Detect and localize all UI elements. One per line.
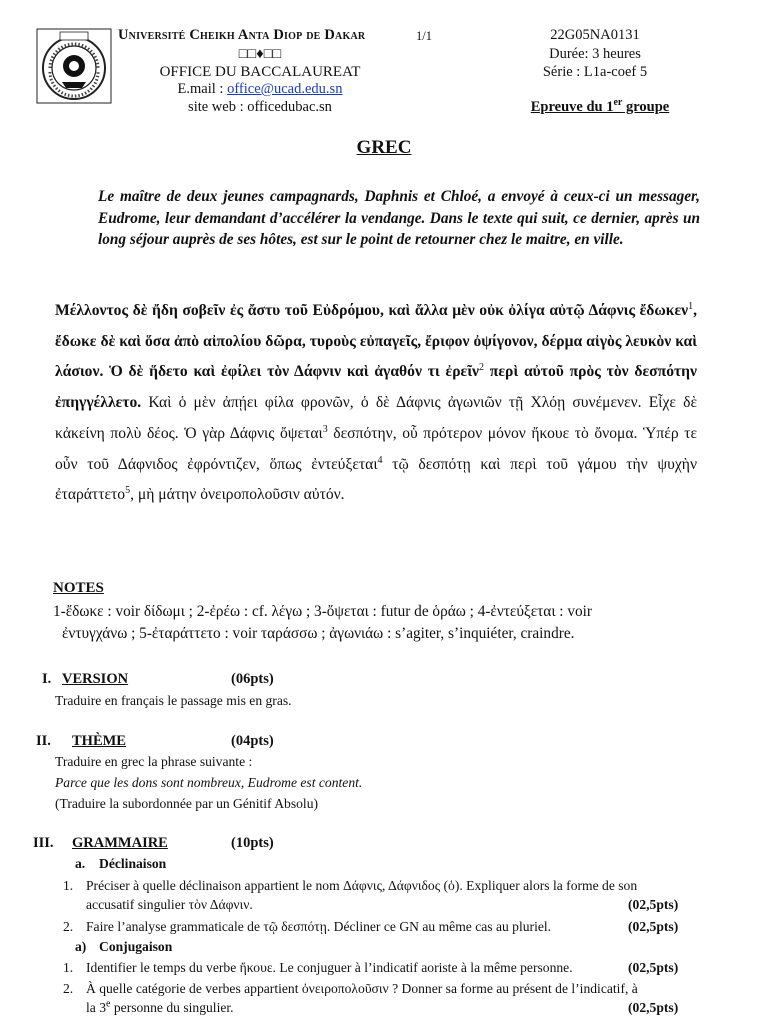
email-link[interactable]: office@ucad.edu.sn	[227, 81, 343, 97]
subsection-conjugaison: Conjugaison	[99, 939, 173, 954]
section-version-title: VERSION	[62, 671, 129, 687]
page-number: 1/1	[416, 29, 432, 43]
question-1-line-1: Préciser à quelle déclinaison appartient le nom Δάφνις, Δάφνιδος (ὁ). Expliquer alors la forme de son	[86, 878, 638, 893]
exam-duration: Durée: 3 heures	[549, 46, 641, 62]
section-grammar-points: (10pts)	[231, 835, 274, 851]
question-4-line-2	[86, 999, 234, 1017]
question-4-text: la 3	[86, 1000, 107, 1015]
intro-paragraph: Le maître de deux jeunes campagnards, Daphnis et Chloé, a envoyé à ceux-ci un messager, Eudrome, leur demandant d’accélérer la vendange. Dans le texte qui suit, ce dernier, après un long séjour auprès de ses hôtes, est sur le point de retourner chez le maitre, en ville.	[98, 188, 700, 248]
greek-plain-text: , μὴ μάτην ὀνειροπολοῦσιν αὐτόν.	[130, 486, 345, 504]
exam-series: Série : L1a-coef 5	[542, 64, 648, 80]
question-4-points: (02,5pts)	[628, 1000, 679, 1015]
exam-group	[510, 99, 690, 116]
exam-group-text: Epreuve du 1	[530, 99, 614, 115]
university-seal-logo	[36, 28, 112, 104]
question-number: 1.	[63, 878, 74, 893]
header-ornament: □□♦□□	[238, 46, 282, 62]
footnote-ref: 3	[322, 423, 328, 435]
subsection-b-mark: a)	[75, 939, 87, 954]
section-theme-points: (04pts)	[231, 733, 274, 749]
section-theme-number: II.	[36, 733, 51, 749]
section-grammar-number: III.	[33, 835, 54, 851]
notes-line: 1-ἔδωκε : voir δίδωμι ; 2-ἐρέω : cf. λέγω ; 3-ὄψεται : futur de ὁράω ; 4-ἐντεύξεται : voir	[53, 603, 592, 620]
greek-bold-text: Μέλλοντος δὲ ἤδη σοβεῖν ἐς ἄστυ τοῦ Εὐδρόμου, καὶ ἄλλα μὲν οὐκ ὀλίγα αὐτῷ Δάφνις ἔδωκεν	[55, 302, 689, 319]
question-1-points: (02,5pts)	[628, 897, 679, 912]
greek-bold-text: περὶ αὐτοῦ πρὸς τὸν δεσπότην ἐπηγγέλλετο.	[55, 363, 697, 412]
theme-instruction: Traduire en grec la phrase suivante :	[55, 754, 253, 769]
notes-heading: NOTES	[53, 580, 104, 596]
section-version-number: I.	[42, 671, 52, 687]
question-number: 2.	[63, 919, 74, 934]
notes-body	[53, 601, 699, 645]
section-theme-title: THÈME	[72, 733, 126, 749]
question-2-points: (02,5pts)	[628, 919, 679, 934]
theme-note: (Traduire la subordonnée par un Génitif Absolu)	[55, 796, 319, 811]
greek-plain-text: Καὶ ὁ μὲν ἀπῄει φίλα φρονῶν, ὁ δὲ Δάφνις ἀγωνιῶν τῇ Χλόῃ συνέμενεν. Εἶχε δὲ κἀκείνη πολὺ δέος. Ὁ γὰρ Δάφνις ὄψεται	[55, 394, 697, 442]
office-name: OFFICE DU BACCALAUREAT	[159, 64, 361, 80]
subsection-declinaison: Déclinaison	[99, 856, 167, 871]
greek-plain-text: δεσπότην, οὗ πρότερον μόνον ἤκουε τὸ ὄνομα. Ὑπέρ τε οὖν τοῦ Δάφνιδος ἐφρόντιζεν, ὅπως ἐντεύξεται	[55, 424, 698, 473]
question-2: Faire l’analyse grammaticale de τῷ δεσπότῃ. Décliner ce GN au même cas au pluriel.	[86, 919, 552, 934]
email-line	[140, 81, 380, 98]
version-instruction: Traduire en français le passage mis en gras.	[55, 693, 292, 708]
question-4-sup: e	[106, 998, 111, 1010]
email-label: E.mail :	[177, 81, 228, 97]
question-number: 1.	[63, 960, 74, 975]
question-3: Identifier le temps du verbe ἤκουε. Le conjuguer à l’indicatif aoriste à la même personne.	[86, 960, 573, 975]
page-title: GREC	[356, 137, 412, 158]
university-name: Université Cheikh Anta Diop de Dakar	[118, 27, 366, 43]
question-4-line-1: À quelle catégorie de verbes appartient ὀνειροπολοῦσιν ? Donner sa forme au présent de l’indicatif, à	[86, 981, 638, 996]
exam-code: 22G05NA0131	[550, 27, 640, 43]
footnote-ref: 2	[479, 362, 485, 374]
section-grammar-title: GRAMMAIRE	[72, 835, 168, 851]
footnote-ref: 5	[125, 485, 131, 497]
question-3-points: (02,5pts)	[628, 960, 679, 975]
notes-line: ἐντυγχάνω ; 5-ἐταράττετο : voir ταράσσω ; ἀγωνιάω : s’agiter, s’inquiéter, craindre.	[62, 625, 575, 642]
footnote-ref: 1	[688, 300, 694, 312]
greek-bold-text: , ἔδωκε δὲ καὶ ὅσα ἀπὸ αἰπολίου δῶρα, τυροὺς εὐπαγεῖς, ἔριφον ὀψίγονον, δέρμα αἰγὸς λευκὸν καὶ λάσιον. Ὁ δὲ ἥδετο καὶ ἐφίλει τὸν Δάφνιν καὶ ἀγαθόν τι ἐρεῖν	[55, 302, 697, 381]
question-number: 2.	[63, 981, 74, 996]
theme-sentence: Parce que les dons sont nombreux, Eudrome est content.	[55, 775, 363, 790]
exam-group-sup: er	[613, 97, 623, 109]
question-1-line-2: accusatif singulier τὸν Δάφνιν.	[86, 897, 253, 912]
website-line: site web : officedubac.sn	[188, 99, 332, 115]
subsection-a-mark: a.	[75, 856, 86, 871]
greek-passage	[55, 296, 697, 511]
footnote-ref: 4	[377, 454, 383, 466]
section-version-points: (06pts)	[231, 671, 274, 687]
question-4-text-end: personne du singulier.	[110, 1000, 234, 1015]
exam-group-text-end: groupe	[622, 99, 670, 115]
greek-plain-text: τῷ δεσπότῃ καὶ περὶ τοῦ γάμου τὴν ψυχὴν ἐταράττετο	[55, 455, 697, 504]
